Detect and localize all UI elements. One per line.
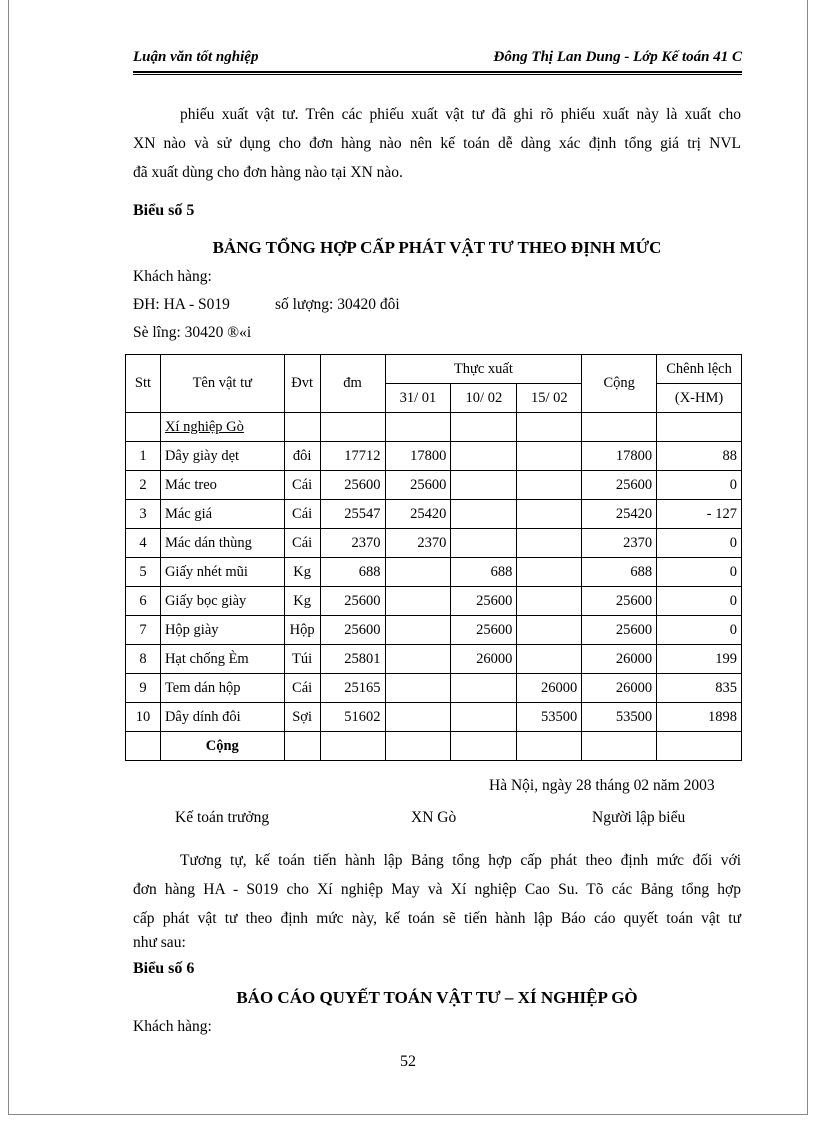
- intro-paragraph: [133, 100, 741, 187]
- intro-line: đã xuất dùng cho đơn hàng nào tại XN nào.: [133, 164, 403, 181]
- cell-unit: Cái: [284, 674, 320, 703]
- cell-total: 17800: [582, 442, 657, 471]
- cell-norm: 51602: [320, 703, 385, 732]
- section5-title: BẢNG TỔNG HỢP CẤP PHÁT VẬT TƯ THEO ĐỊNH MỨC: [212, 238, 662, 257]
- cell-stt: 10: [126, 703, 161, 732]
- col-date1: 31/ 01: [385, 384, 451, 413]
- cell-name: Mác treo: [160, 471, 284, 500]
- cell-stt: 1: [126, 442, 161, 471]
- body-line: Tương tự, kế toán tiến hành lập Bảng tổng hợp cấp phát theo định mức đối với: [180, 852, 741, 869]
- cell-stt: 4: [126, 529, 161, 558]
- cell-stt: 7: [126, 616, 161, 645]
- cell-diff: 0: [657, 471, 742, 500]
- group-name: Xí nghiệp Gò: [160, 413, 284, 442]
- cell-name: Mác dán thùng: [160, 529, 284, 558]
- cell-d1: 25420: [385, 500, 451, 529]
- cell-total: 53500: [582, 703, 657, 732]
- cell-total: 26000: [582, 674, 657, 703]
- cell-diff: 1898: [657, 703, 742, 732]
- table-footer-row: [126, 732, 742, 761]
- footer-label: Cộng: [160, 732, 284, 761]
- intro-line: XN nào và sử dụng cho đơn hàng nào nên kế toán dễ dàng xác định tổng giá trị NVL: [133, 135, 741, 152]
- cell-d3: [517, 442, 582, 471]
- col-diff-formula: (X-HM): [657, 384, 742, 413]
- col-norm: đm: [320, 355, 385, 413]
- cell-stt: 5: [126, 558, 161, 587]
- cell-diff: 0: [657, 616, 742, 645]
- signature-chief: Kế toán trưởng: [175, 809, 270, 826]
- cell-stt: 2: [126, 471, 161, 500]
- cell-diff: 0: [657, 587, 742, 616]
- cell-name: Giấy nhét mũi: [160, 558, 284, 587]
- cell-total: 2370: [582, 529, 657, 558]
- table-row: [126, 529, 742, 558]
- cell-diff: 199: [657, 645, 742, 674]
- cell-diff: 0: [657, 529, 742, 558]
- cell-total: 25600: [582, 587, 657, 616]
- cell-d3: [517, 587, 582, 616]
- cell-unit: đôi: [284, 442, 320, 471]
- section5-label: Biểu số 5: [133, 202, 195, 219]
- cell-unit: Kg: [284, 587, 320, 616]
- table-row: [126, 703, 742, 732]
- cell-d1: [385, 587, 451, 616]
- order-quantity: số lượng: 30420 đôi: [275, 296, 400, 313]
- cell-diff: - 127: [657, 500, 742, 529]
- cell-unit: Sợi: [284, 703, 320, 732]
- cell-unit: Hộp: [284, 616, 320, 645]
- cell-stt: 3: [126, 500, 161, 529]
- customer-label: Khách hàng:: [133, 268, 212, 285]
- cell-norm: 25600: [320, 471, 385, 500]
- cell-unit: Cái: [284, 471, 320, 500]
- cell-diff: 0: [657, 558, 742, 587]
- cell-d3: [517, 616, 582, 645]
- cell-d2: [451, 529, 517, 558]
- cell-unit: Cái: [284, 500, 320, 529]
- cell-d2: 25600: [451, 616, 517, 645]
- cell-d3: [517, 645, 582, 674]
- cell-norm: 25600: [320, 587, 385, 616]
- cell-d3: 26000: [517, 674, 582, 703]
- cell-d2: [451, 674, 517, 703]
- body-line: đơn hàng HA - S019 cho Xí nghiệp May và Xí nghiệp Cao Su. Tõ các Bảng tổng hợp: [133, 881, 741, 898]
- cell-d2: 25600: [451, 587, 517, 616]
- cell-total: 25600: [582, 471, 657, 500]
- col-actual: Thực xuất: [385, 355, 582, 384]
- cell-d1: [385, 616, 451, 645]
- order-code: ĐH: HA - S019: [133, 296, 230, 313]
- cell-d2: [451, 471, 517, 500]
- cell-d3: [517, 529, 582, 558]
- cell-name: Hộp giày: [160, 616, 284, 645]
- cell-d2: [451, 442, 517, 471]
- intro-line: phiếu xuất vật tư. Trên các phiếu xuất vật tư đã ghi rõ phiếu xuất này là xuất cho: [180, 106, 741, 123]
- cell-d2: 26000: [451, 645, 517, 674]
- header-left: Luận văn tốt nghiệp: [133, 49, 259, 65]
- cell-total: 688: [582, 558, 657, 587]
- cell-name: Giấy bọc giày: [160, 587, 284, 616]
- cell-d3: 53500: [517, 703, 582, 732]
- table-row: [126, 471, 742, 500]
- cell-name: Hạt chống Èm: [160, 645, 284, 674]
- cell-stt: 6: [126, 587, 161, 616]
- cell-d1: [385, 703, 451, 732]
- table-group-row: [126, 413, 742, 442]
- cell-stt: 9: [126, 674, 161, 703]
- signature-preparer: Người lập biểu: [592, 809, 686, 826]
- cell-diff: 835: [657, 674, 742, 703]
- cell-d1: 25600: [385, 471, 451, 500]
- col-unit: Đvt: [284, 355, 320, 413]
- section6-label: Biểu số 6: [133, 960, 195, 977]
- cell-d3: [517, 558, 582, 587]
- page-header: [133, 47, 742, 73]
- cell-d2: [451, 500, 517, 529]
- cell-d1: [385, 558, 451, 587]
- cell-d3: [517, 500, 582, 529]
- cell-norm: 25600: [320, 616, 385, 645]
- table-row: [126, 587, 742, 616]
- table-header-row: [126, 355, 742, 384]
- cell-d1: 17800: [385, 442, 451, 471]
- garbled-quantity: Sè lîng: 30420 ®«i: [133, 324, 252, 341]
- cell-norm: 2370: [320, 529, 385, 558]
- cell-d1: [385, 674, 451, 703]
- table-row: [126, 558, 742, 587]
- cell-d3: [517, 471, 582, 500]
- cell-norm: 25165: [320, 674, 385, 703]
- col-total: Cộng: [582, 355, 657, 413]
- body-line: như sau:: [133, 934, 186, 951]
- cell-d2: 688: [451, 558, 517, 587]
- cell-name: Dây dính đôi: [160, 703, 284, 732]
- header-right: Đông Thị Lan Dung - Lớp Kế toán 41 C: [493, 49, 742, 65]
- table-row: [126, 500, 742, 529]
- cell-name: Dây giày dẹt: [160, 442, 284, 471]
- date-line: Hà Nội, ngày 28 tháng 02 năm 2003: [489, 777, 715, 794]
- table-row: [126, 442, 742, 471]
- header-rule: [133, 74, 742, 75]
- cell-total: 25600: [582, 616, 657, 645]
- table-row: [126, 674, 742, 703]
- section6-title: BÁO CÁO QUYẾT TOÁN VẬT TƯ – XÍ NGHIỆP GÒ: [236, 988, 638, 1007]
- cell-d1: [385, 645, 451, 674]
- col-date2: 10/ 02: [451, 384, 517, 413]
- cell-norm: 688: [320, 558, 385, 587]
- section6-customer: Khách hàng:: [133, 1018, 212, 1035]
- signature-unit: XN Gò: [411, 809, 457, 826]
- cell-d2: [451, 703, 517, 732]
- body-line: cấp phát vật tư theo định mức này, kế toán sẽ tiến hành lập Báo cáo quyết toán vật tư: [133, 910, 741, 927]
- cell-stt: 8: [126, 645, 161, 674]
- cell-diff: 88: [657, 442, 742, 471]
- table-row: [126, 616, 742, 645]
- cell-norm: 17712: [320, 442, 385, 471]
- cell-name: Mác giá: [160, 500, 284, 529]
- table-row: [126, 645, 742, 674]
- cell-d1: 2370: [385, 529, 451, 558]
- col-stt: Stt: [126, 355, 161, 413]
- col-diff: Chênh lệch: [657, 355, 742, 384]
- allocation-table: [125, 354, 742, 761]
- cell-total: 26000: [582, 645, 657, 674]
- cell-name: Tem dán hộp: [160, 674, 284, 703]
- cell-total: 25420: [582, 500, 657, 529]
- col-date3: 15/ 02: [517, 384, 582, 413]
- cell-unit: Túi: [284, 645, 320, 674]
- col-name: Tên vật tư: [160, 355, 284, 413]
- cell-unit: Cái: [284, 529, 320, 558]
- cell-unit: Kg: [284, 558, 320, 587]
- cell-norm: 25547: [320, 500, 385, 529]
- body-paragraph: [133, 846, 741, 953]
- cell-norm: 25801: [320, 645, 385, 674]
- page-number: 52: [400, 1053, 416, 1070]
